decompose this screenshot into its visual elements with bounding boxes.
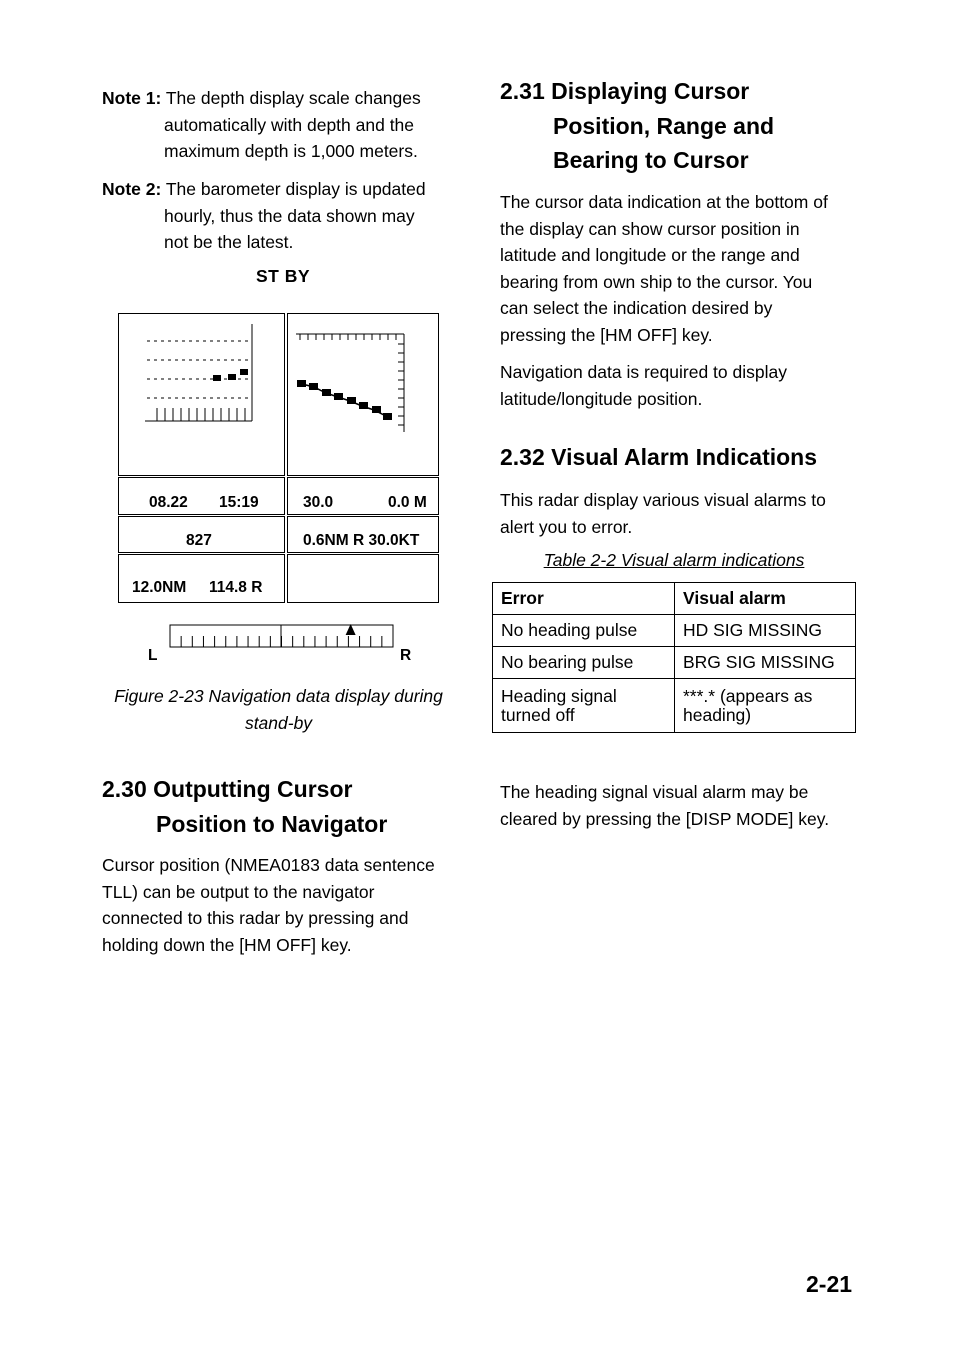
cell-line: ***.* (appears as: [683, 685, 813, 706]
section-2-32-heading: 2.32 Visual Alarm Indications: [500, 444, 818, 470]
note-2-text: The barometer display is updated: [165, 179, 426, 199]
cursor-bearing-value: 114.8 R: [209, 579, 263, 596]
section-2-31-paragraph-1: [500, 189, 860, 348]
table-cell-error: [493, 679, 675, 733]
figure-caption: [100, 683, 457, 737]
cell-line: Heading signal: [501, 685, 617, 706]
table-header-visual-alarm: Visual alarm: [675, 583, 856, 615]
table-row: [493, 679, 856, 733]
cursor-range-value: 12.0NM: [132, 579, 187, 596]
table-row: [493, 647, 856, 679]
para-line: connected to this radar by pressing and: [102, 908, 409, 928]
data-row-1-right: [287, 477, 439, 515]
data-row-3-right: [287, 554, 439, 603]
page-number: 2-21: [806, 1271, 853, 1297]
para-line: Cursor position (NMEA0183 data sentence: [102, 855, 435, 875]
trend-mark: [309, 383, 318, 390]
trend-graph-panel: [287, 313, 439, 476]
trend-mark: [347, 397, 356, 404]
note-2-line-3: not be the latest.: [164, 232, 294, 252]
section-2-31-title-line-2: Position, Range and: [553, 112, 775, 139]
para-line: latitude/longitude position.: [500, 388, 703, 409]
para-line: pressing the [HM OFF] key.: [500, 324, 713, 345]
depth-scale-value: 30.0: [303, 494, 334, 511]
note-1-line-3: maximum depth is 1,000 meters.: [164, 141, 418, 161]
note-2-label: Note 2:: [102, 179, 162, 199]
section-2-32-paragraph: [500, 487, 860, 540]
para-line: holding down the [HM OFF] key.: [102, 934, 352, 955]
section-2-30-title-line-1: Outputting Cursor: [153, 776, 353, 802]
section-2-31-heading: [500, 74, 774, 178]
cell-line: heading): [683, 704, 752, 725]
para-line: The cursor data indication at the bottom of: [500, 192, 828, 212]
section-2-31-title-line-1: Displaying Cursor: [551, 78, 750, 104]
para-line: This radar display various visual alarms to: [500, 490, 826, 510]
range-speed-value: 0.6NM R 30.0KT: [303, 532, 420, 549]
section-2-31-number: 2.31: [500, 78, 545, 104]
depth-graph: [119, 314, 284, 475]
note-1-label: Note 1:: [102, 88, 162, 108]
para-line: Navigation data is required to display: [500, 362, 787, 382]
para-line: bearing from own ship to the cursor. You: [500, 271, 813, 292]
para-line: can select the indication desired by: [500, 298, 773, 318]
note-1: [102, 85, 457, 165]
standby-label: ST BY: [256, 266, 311, 286]
cell-line: turned off: [501, 704, 575, 725]
trend-mark: [372, 406, 381, 413]
para-line: the display can show cursor position in: [500, 218, 800, 239]
time-value-b: 15:19: [219, 494, 259, 511]
trend-mark: [334, 393, 343, 400]
time-value-a: 08.22: [149, 494, 188, 511]
para-line: latitude and longitude or the range and: [500, 245, 800, 265]
table-cell-alarm: HD SIG MISSING: [675, 615, 856, 647]
scale-right-label: R: [400, 647, 412, 664]
para-line: The heading signal visual alarm may be: [500, 782, 809, 802]
data-row-2-right: [287, 516, 439, 553]
visual-alarm-table: [492, 582, 856, 733]
trend-mark: [383, 413, 392, 420]
data-row-1-left: [118, 477, 285, 515]
note-2-line-2: hourly, thus the data shown may: [164, 205, 415, 226]
trend-graph: [288, 314, 438, 475]
table-caption: Table 2-2 Visual alarm indications: [543, 550, 805, 570]
trend-mark: [322, 389, 331, 396]
data-row-3-left: [118, 554, 285, 603]
depth-mark: [228, 374, 236, 380]
section-2-30-number: 2.30: [102, 776, 147, 802]
table-cell-error: No heading pulse: [493, 615, 675, 647]
section-2-31-title-line-3: Bearing to Cursor: [553, 147, 749, 173]
depth-graph-panel: [118, 313, 285, 476]
depth-mark: [240, 369, 248, 375]
table-header-row: [493, 583, 856, 615]
navigation-data-figure: [100, 260, 460, 680]
depth-mark: [213, 375, 221, 381]
data-row-2-left: [118, 516, 285, 553]
table-cell-alarm: [675, 679, 856, 733]
para-line: cleared by pressing the [DISP MODE] key.: [500, 808, 830, 829]
depth-value: 0.0 M: [388, 494, 427, 511]
scale-left-label: L: [148, 647, 158, 664]
note-1-line-2: automatically with depth and the: [164, 114, 415, 135]
table-cell-alarm: BRG SIG MISSING: [675, 647, 856, 679]
note-1-text: The depth display scale changes: [165, 88, 421, 108]
trend-mark: [359, 402, 368, 409]
barometer-value: 827: [186, 532, 212, 549]
note-2: [102, 176, 457, 256]
table-row: [493, 615, 856, 647]
table-cell-error: No bearing pulse: [493, 647, 675, 679]
figure-caption-line-1: Figure 2-23 Navigation data display during: [114, 686, 443, 706]
para-line: alert you to error.: [500, 516, 633, 537]
section-2-32-after-paragraph: [500, 779, 860, 832]
para-line: TLL) can be output to the navigator: [102, 881, 375, 902]
steering-scale: [168, 622, 408, 652]
section-2-30-heading: [102, 772, 387, 841]
section-2-31-paragraph-2: [500, 359, 860, 412]
section-2-30-paragraph: [102, 852, 462, 958]
section-2-30-title-line-2: Position to Navigator: [156, 810, 388, 837]
table-header-error: Error: [493, 583, 675, 615]
trend-mark: [297, 380, 306, 387]
figure-caption-line-2: stand-by: [244, 713, 313, 733]
steering-pointer: [346, 624, 356, 635]
